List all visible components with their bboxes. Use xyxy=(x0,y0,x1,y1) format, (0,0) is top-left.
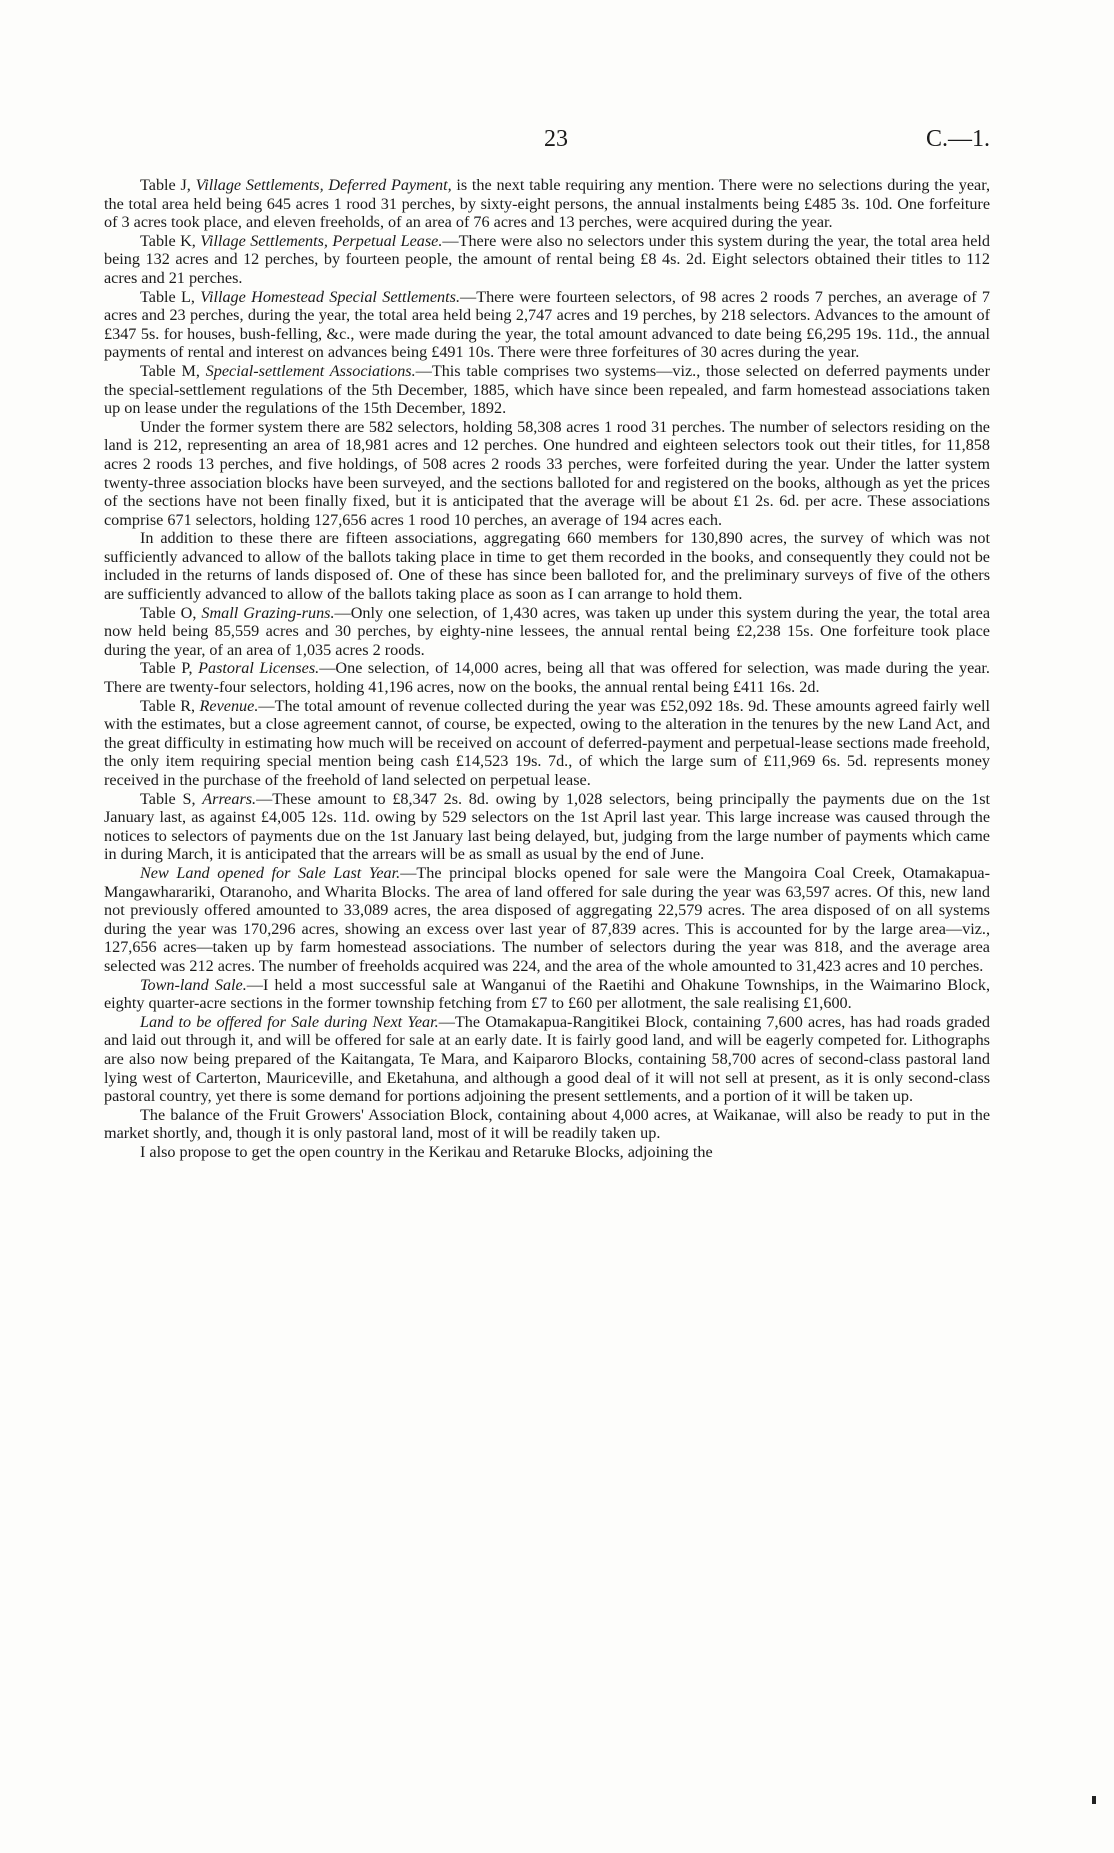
paragraph-kerikau-retaruke xyxy=(104,1143,990,1162)
paragraph-text: —The total amount of revenue collected during the year was £52,092 18s. 9d. These amounts agreed fairly well with the estimates, but a close agreement cannot, of course, be expected, owing to the alteration in the tenures by the new Land Act, and the great difficulty in estimating how much will be received on account of deferred-payment and perpetual-lease sections made freehold, the only item requiring special mention being cash £14,523 19s. 7d., of which the large sum of £11,969 6s. 5d. represents money received in the purchase of the freehold of land selected on perpetual lease. xyxy=(104,696,990,789)
paragraph-prefix: Table K, xyxy=(140,231,201,250)
paragraph-prefix: Table M, xyxy=(140,361,206,380)
paragraph-heading-italic: Village Settlements, Deferred Payment, xyxy=(195,176,452,194)
paragraph-text: —I held a most successful sale at Wanganui of the Raetihi and Ohakune Townships, in the Waimarino Block, eighty quarter-acre sections in the former township fetching from £7 to £60 per allotment, the sale realising £1,600. xyxy=(104,975,990,1013)
paragraph-table-s xyxy=(104,790,990,864)
paragraph-text: The balance of the Fruit Growers' Association Block, containing about 4,000 acres, at Waikanae, will also be ready to put in the market shortly, and, though it is only pastoral land, most of it will be readily taken up. xyxy=(104,1105,990,1143)
paragraph-prefix: Table R, xyxy=(140,696,200,715)
paragraph-table-l xyxy=(104,288,990,362)
paragraph-prefix: Table J, xyxy=(140,176,196,194)
paragraph-heading-italic: Town-land Sale. xyxy=(140,975,247,994)
paragraph-text: —The Otamakapua-Rangitikei Block, containing 7,600 acres, has had roads graded and laid out through it, and will be offered for sale at an early date. It is fairly good land, and will be eagerly competed for. Lithographs are also now being prepared of the Kaitangata, Te Mara, and Kaiparoro Blocks, containing 58,700 acres of second-class pastoral land lying west of Carterton, Mauriceville, and Eketahuna, and although a good deal of it will not sell at present, as it is only second-class pastoral country, yet there is some demand for portions adjoining the present settlements, and a portion of it will be taken up. xyxy=(104,1012,990,1106)
paragraph-text: —There were fourteen selectors, of 98 acres 2 roods 7 perches, an average of 7 acres and 23 perches, during the year, the total area held being 2,747 acres and 19 perches, by 218 selectors. Advances to the amount of £347 5s. for houses, bush-felling, &c., were made during the year, the total amount advanced to date being £6,295 19s. 11d., the annual payments of rental and interest on advances being £491 10s. There were three forfeitures of 30 acres during the year. xyxy=(104,287,991,362)
paragraph-heading-italic: Revenue. xyxy=(199,696,259,715)
paragraph-text: —The principal blocks opened for sale were the Mangoira Coal Creek, Otamakapua-Mangawharariki, Otaranoho, and Wharita Blocks. The area of land offered for sale during the year was 63,597 acres. Of this, new land not previously offered amounted to 33,089 acres, the area disposed of aggregating 22,579 acres. The area disposed of on all systems during the year was 170,296 acres, showing an excess over last year of 87,839 acres. This is accounted for by the large area—viz., 127,656 acres—taken up by farm homestead associations. The number of selectors during the year was 818, and the average area selected was 212 acres. The number of freeholds acquired was 224, and the area of the whole amounted to 31,423 acres and 10 perches. xyxy=(104,863,990,975)
paragraph-table-r xyxy=(104,697,990,790)
page-number: 23 xyxy=(544,126,568,152)
paragraph-prefix: Table O, xyxy=(140,603,202,622)
paragraph-new-land xyxy=(104,864,990,976)
margin-mark xyxy=(1092,1796,1096,1804)
paragraph-fruit-growers xyxy=(104,1106,990,1143)
paragraph-text: —There were also no selectors under this system during the year, the total area held being 132 acres and 12 perches, by fourteen people, the amount of rental being £8 4s. 2d. Eight selectors obtained their titles to 112 acres and 21 perches. xyxy=(104,231,990,287)
paragraph-table-m xyxy=(104,362,990,418)
paragraph-heading-italic: Arrears. xyxy=(202,789,257,808)
paragraph-town-land-sale xyxy=(104,976,990,1013)
paragraph-table-o xyxy=(104,604,990,660)
paragraph-heading-italic: Pastoral Licenses. xyxy=(198,659,320,678)
paragraph-text: —This table comprises two systems—viz., those selected on deferred payments under the special-settlement regulations of the 5th December, 1885, which have since been repealed, and farm homestead associations taken up on lease under the regulations of the 15th December, 1892. xyxy=(104,361,990,418)
paragraph-text: —These amount to £8,347 2s. 8d. owing by 1,028 selectors, being principally the payments due on the 1st January last, as against £4,005 12s. 11d. owing by 529 selectors on the 1st April last year. This large increase was caused through the notices to selectors of payments due on the 1st January last being delayed, but, judging from the large number of payments which came in during March, it is anticipated that the arrears will be as small as usual by the end of June. xyxy=(104,789,990,864)
paragraph-text: I also propose to get the open country in the Kerikau and Retaruke Blocks, adjoining the xyxy=(140,1142,713,1161)
paragraph-heading-italic: Land to be offered for Sale during Next Year. xyxy=(140,1012,439,1031)
paragraph-heading-italic: Special-settlement Associations. xyxy=(205,361,416,380)
paragraph-prefix: Table S, xyxy=(140,789,203,808)
paragraph-heading-italic: Small Grazing-runs. xyxy=(201,603,335,622)
paragraph-prefix: Table P, xyxy=(140,659,199,678)
paragraph-table-k xyxy=(104,232,990,288)
paragraph-former-system xyxy=(104,418,990,530)
paragraph-text: is the next table requiring any mention. There were no selections during the year, the total area held being 645 acres 1 rood 31 perches, by sixty-eight persons, the annual instalments being £485 3s. 10d. One forfeiture of 3 acres took place, and eleven freeholds, of an area of 76 acres and 13 perches, were acquired during the year. xyxy=(104,176,990,232)
paragraph-table-p xyxy=(104,659,990,696)
document-code: C.—1. xyxy=(925,126,990,152)
document-body xyxy=(104,176,990,1161)
paragraph-heading-italic: Village Settlements, Perpetual Lease. xyxy=(200,231,443,250)
paragraph-text: —Only one selection, of 1,430 acres, was taken up under this system during the year, the total area now held being 85,559 acres and 30 perches, by eighty-nine lessees, the annual rental being £2,238 15s. One forfeiture took place during the year, of an area of 1,035 acres 2 roods. xyxy=(104,603,991,659)
paragraph-prefix: Table L, xyxy=(140,287,201,306)
paragraph-heading-italic: New Land opened for Sale Last Year. xyxy=(140,863,401,882)
paragraph-table-j xyxy=(104,176,990,232)
paragraph-text: In addition to these there are fifteen associations, aggregating 660 members for 130,890 acres, the survey of which was not sufficiently advanced to allow of the ballots taking place in time to get them recorded in the books, and consequently they could not be included in the returns of lands disposed of. One of these has since been balloted for, and the preliminary surveys of five of the others are sufficiently advanced to allow of the ballots taking place as soon as I can arrange to hold them. xyxy=(104,529,990,604)
paragraph-text: —One selection, of 14,000 acres, being all that was offered for selection, was made during the year. There are twenty-four selectors, holding 41,196 acres, now on the books, the annual rental being £411 16s. 2d. xyxy=(104,659,990,697)
paragraph-heading-italic: Village Homestead Special Settlements. xyxy=(200,287,460,306)
paragraph-land-next-year xyxy=(104,1013,990,1106)
paragraph-text: Under the former system there are 582 selectors, holding 58,308 acres 1 rood 31 perches. The number of selectors residing on the land is 212, representing an area of 18,981 acres and 12 perches. One hundred and eighteen selectors took out their titles, for 11,858 acres 2 roods 13 perches, and five holdings, of 508 acres 2 roods 33 perches, were forfeited during the year. Under the latter system twenty-three association blocks have been surveyed, and the sections balloted for and registered on the books, although as yet the prices of the sections have not been finally fixed, but it is anticipated that the average will be about £1 2s. 6d. per acre. These associations comprise 671 selectors, holding 127,656 acres 1 rood 10 perches, an average of 194 acres each. xyxy=(104,417,990,529)
paragraph-fifteen-associations xyxy=(104,529,990,603)
